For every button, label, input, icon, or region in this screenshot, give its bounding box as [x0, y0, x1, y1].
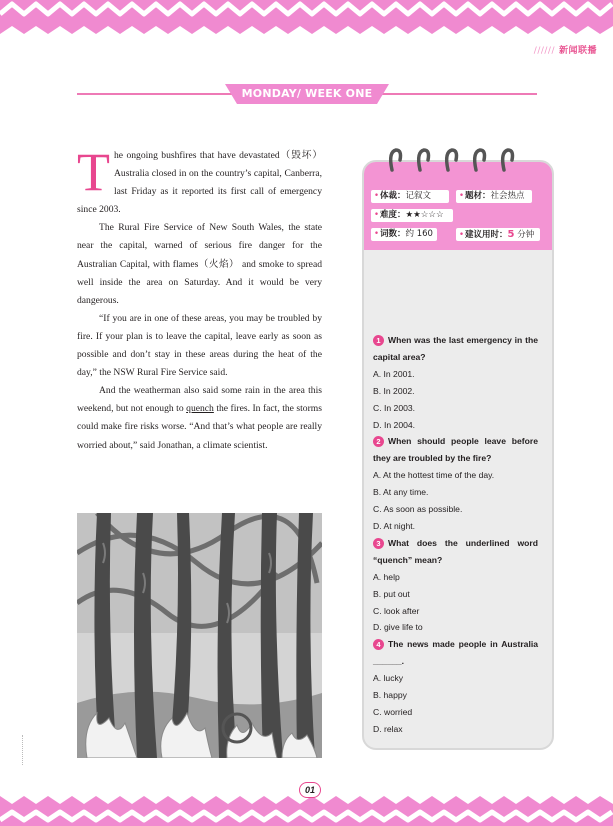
section-label-text: 新闻联播	[558, 46, 597, 56]
margin-dots	[22, 735, 24, 765]
info-words-value: 约 160	[405, 229, 433, 239]
info-topic-label: 题材：	[465, 191, 491, 201]
question-2-text: When should people leave before they are troubled by the fire?	[373, 436, 538, 464]
binder-rings-icon	[384, 146, 534, 176]
quiz-questions	[373, 332, 538, 738]
drop-cap: T	[77, 142, 110, 202]
question-3-option-b: B. put out	[373, 588, 410, 599]
question-number-4: 4	[373, 639, 384, 650]
question-4-option-b: B. happy	[373, 690, 407, 701]
question-2-option-b: B. At any time.	[373, 487, 429, 498]
question-4	[373, 636, 538, 670]
info-words-label: 词数：	[380, 229, 406, 239]
question-number-3: 3	[373, 538, 384, 549]
question-3	[373, 535, 538, 569]
info-words: •词数：约 160	[371, 228, 437, 241]
info-genre-value: 记叙文	[405, 191, 432, 201]
top-zigzag-pattern	[0, 0, 613, 40]
question-2-option-a: A. At the hottest time of the day.	[373, 470, 495, 481]
question-1-option-c: C. In 2003.	[373, 402, 416, 413]
question-3-option-d: D. give life to	[373, 622, 423, 633]
info-difficulty: •难度：★★☆☆☆	[371, 209, 453, 222]
question-3-text: What does the underlined word “quench” mean?	[373, 537, 538, 565]
info-difficulty-stars: ★★☆☆☆	[405, 210, 444, 220]
article-paragraph-4-end: the fires. In fact, the storms could make fire risks worse. “And that’s what people are really worried about,” said Jonathan, a climate scientist.	[77, 403, 322, 451]
info-genre: •体裁：记叙文	[371, 190, 449, 203]
article-paragraph-1	[77, 142, 322, 219]
info-difficulty-label: 难度：	[380, 210, 406, 220]
question-1-option-d: D. In 2004.	[373, 419, 416, 430]
question-block-4	[373, 636, 538, 737]
question-block-2	[373, 433, 538, 534]
question-number-2: 2	[373, 436, 384, 447]
question-1-text: When was the last emergency in the capital area?	[373, 335, 538, 362]
page-number: 01	[299, 782, 321, 798]
question-2-option-d: D. At night.	[373, 520, 416, 531]
info-time: •建议用时：5 分钟	[456, 228, 540, 241]
forest-fire-illustration	[77, 513, 322, 758]
question-1-option-b: B. In 2002.	[373, 385, 415, 396]
article-paragraph-3: “If you are in one of these areas, you may be troubled by fire. If your plan is to leave the capital, leave early as soon as possible and don’t stay in these areas during the heat of the day,” the NSW Rural Fire Service said.	[77, 312, 322, 379]
question-4-option-a: A. lucky	[373, 673, 404, 684]
question-block-1	[373, 332, 538, 433]
info-topic: •题材：社会热点	[456, 190, 532, 203]
article-paragraph-4-start: And the weatherman also said some rain in the area this weekend, but not enough to	[77, 385, 322, 415]
info-genre-label: 体裁：	[380, 191, 406, 201]
question-3-option-c: C. look after	[373, 605, 420, 616]
article-paragraph-4	[77, 382, 322, 454]
underlined-word: quench	[186, 403, 214, 415]
question-1-option-a: A. In 2001.	[373, 368, 415, 379]
section-label	[534, 43, 597, 56]
forest-fire-image	[77, 513, 322, 758]
question-number-1: 1	[373, 335, 384, 346]
question-3-option-a: A. help	[373, 571, 400, 582]
info-topic-value: 社会热点	[490, 191, 525, 201]
page-title: MONDAY/ WEEK ONE	[241, 87, 373, 100]
question-2	[373, 433, 538, 467]
section-label-slashes: //////	[533, 46, 555, 56]
question-2-option-c: C. As soon as possible.	[373, 504, 463, 515]
top-zigzag-band	[0, 0, 613, 40]
question-4-option-d: D. relax	[373, 723, 403, 734]
info-time-label: 建议用时：	[465, 230, 508, 240]
article-paragraph-2: The Rural Fire Service of New South Wales, the state near the capital, warned of serious fire danger for the Australian Capital, with flames（火焰） and smoke to spread well inside the area on Saturday. And it would be very dangerous.	[77, 222, 322, 306]
info-time-value: 5	[507, 229, 515, 240]
question-4-text: The news made people in Australia ______.	[373, 639, 538, 667]
question-1	[373, 332, 538, 366]
article-paragraph-1-text: he ongoing bushfires that have devastated（毁坏）Australia closed in on the country’s capital, Canberra, last Friday as it reported its first call of emergency since 2003.	[77, 150, 322, 216]
question-block-3	[373, 535, 538, 636]
question-4-option-c: C. worried	[373, 706, 413, 717]
article-body	[77, 142, 322, 455]
info-time-unit: 分钟	[514, 230, 535, 240]
